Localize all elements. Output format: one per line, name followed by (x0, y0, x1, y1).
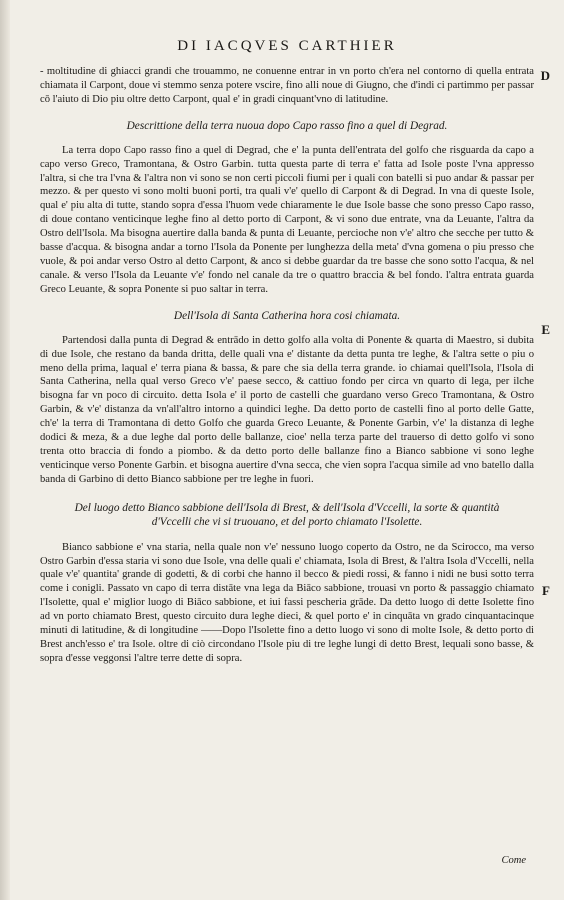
margin-letter-d: D (540, 68, 550, 83)
paragraph-santa-catherina: Partendosi dalla punta di Degrad & entrādo in detto golfo alla volta di Ponente & quarta di Maestro, si dubita di due Isole, che restano da banda dritta, delle quali vna e' distante da detta punta tre leghe, & l'altra sette o piu o meno della prima, laqual e' terra piana & bassa, & pare che sia della terra grande. io chiamai quell'Isola, l'Isola di Santa Catherina, nella qual verso Greco v'e' paese secco, & cattiuo fondo per circa vn quarto di lega, per ilche bisogna far vn poco di circuito. detta Isola e' il porto de castelli che guardano verso Greco Tramontana, & Ostro Garbin, & v'e' distanza da vn'all'altro intorno a quindici leghe. Da detto porto de castelli fino al porto delle Gatte, ch'e' la terra di Tramontana di detto Golfo che guarda Greco Leuante, & Ponente Garbin, v'e' la distanza di leghe dodici & meza, & a due leghe dal porto delle ballanze, cioe' nella terza parte del trauerso di detto golfo vi sono trenta otto braccia di fondo a piombo. & da detto porto delle ballanze fino a Bianco sabbione vi sono leghe venticinque verso Ponente Garbin. et bisogna auertire d'vna secca, che vien sopra l'acqua simile ad vno batello dalla banda di Garbino di detto Bianco sabbione per tre leghe in fuori. (40, 334, 534, 485)
section-heading-bianco-sabbione: Del luogo detto Bianco sabbione dell'Isola di Brest, & dell'Isola d'Vccelli, la sorte & quantità d'Vccelli che vi si truouano, et del porto chiamato l'Isolette. (74, 501, 500, 528)
paragraph-bianco-sabbione: Bianco sabbione e' vna staria, nella quale non v'e' nessuno luogo coperto da Ostro, ne da Scirocco, ma verso Ostro Garbin d'essa staria vi sono due Isole, vna delle quali e' chiamata, Isola di Brest, & l'altra Isola d'Vccelli, nella quale v'e' quantita' grande di godetti, & di corbi che hanno il becco & piedi rossi, & fanno i nidi ne busi sotto terra come i conigli. Passato vn capo di terra distāte vna lega da Biāco sabbione, trouasi vn porto & passaggio chiamato l'Isolette, qual e' miglior luogo di Biāco sabbione, et iui fassi pescheria grāde. Da detto luogo di dette Isolette fino ad vn porto chiamato Brest, questo circuito dura leghe dieci, & quel porto e' in cinquāta vn grado cinquantacinque minuti di latitudine, & di longitudine ——Dopo l'Isolette fino a detto luogo vi sono di molte Isole, & detto porto di Brest anch'esso e' tra Isole. oltre di ciò circondano l'Isole piu di tre leghe lungi di detto Brest, lequali sono basse, & sopra d'esse veggonsi l'altre terre dette di sopra. (40, 541, 534, 664)
section-heading-capo-rasso: Descrittione della terra nuoua dopo Capo rasso fino a quel di Degrad. (126, 119, 448, 132)
section-heading-santa-catherina: Dell'Isola di Santa Catherina hora cosi chiamata. (173, 309, 401, 322)
margin-letter-f: F (542, 583, 550, 598)
margin-letter-e: E (541, 322, 550, 337)
paragraph-opening: - moltitudine di ghiacci grandi che trouammo, ne conuenne entrar in vn porto ch'era nel contorno di quella entrata chiamata il Carpont, doue vi stemmo senza potere vscire, fino alli noue di Giugno, che d'indi ci partimmo per passar cō l'aiuto di Dio piu oltre detto Carpont, qual e' in gradi cinquant'vno di latitudine. (40, 66, 534, 105)
paragraph-capo-rasso: La terra dopo Capo rasso fino a quel di Degrad, che e' la punta dell'entrata del golfo che risguarda da capo a capo verso Greco, Tramontana, & Ostro Garbin. tutta questa parte di terra e' fatta ad Isole poste l'vna appresso l'altra, si che tra l'vna & l'altra non vi sono se non certi piccoli fiumi per i quali con batelli si puo andar & passar per mezzo. & per questo vi sono molti buoni porti, tra quali v'e' quello di Carpont & di Degrad. In vna di queste Isole, qual e' piu alta di tutte, stando sopra d'essa l'huom vede chiaramente le due Isole basse che sono presso Capo rasso, di doue contano venticinque leghe fino al detto porto di Carpont, & vi sono due entrate, vna da Leuante, l'altra da Ostro dell'Isola. Ma bisogna auertire dalla banda & punta di Leuante, percioche non v'e' altro che secche per tutto & basse d'acqua. & bisogna andar a torno l'Isola da Ponente per lunghezza della meta' d'vna gomena o piu presso che vuole, & poi andar verso Ostro al detto Carpont, & anco si debbe guardar da tre basse che sono sotto l'acqua, & nel canale. & verso l'Isola da Leuante v'e' fondo nel canale da tre o quattro braccia & bel fondo. l'altra entrata guarda Greco Leuante, & sopra Ponente si puo saltar in terra. (40, 144, 534, 295)
catchword: Come (501, 855, 526, 866)
running-head: DI IACQVES CARTHIER (177, 38, 397, 54)
